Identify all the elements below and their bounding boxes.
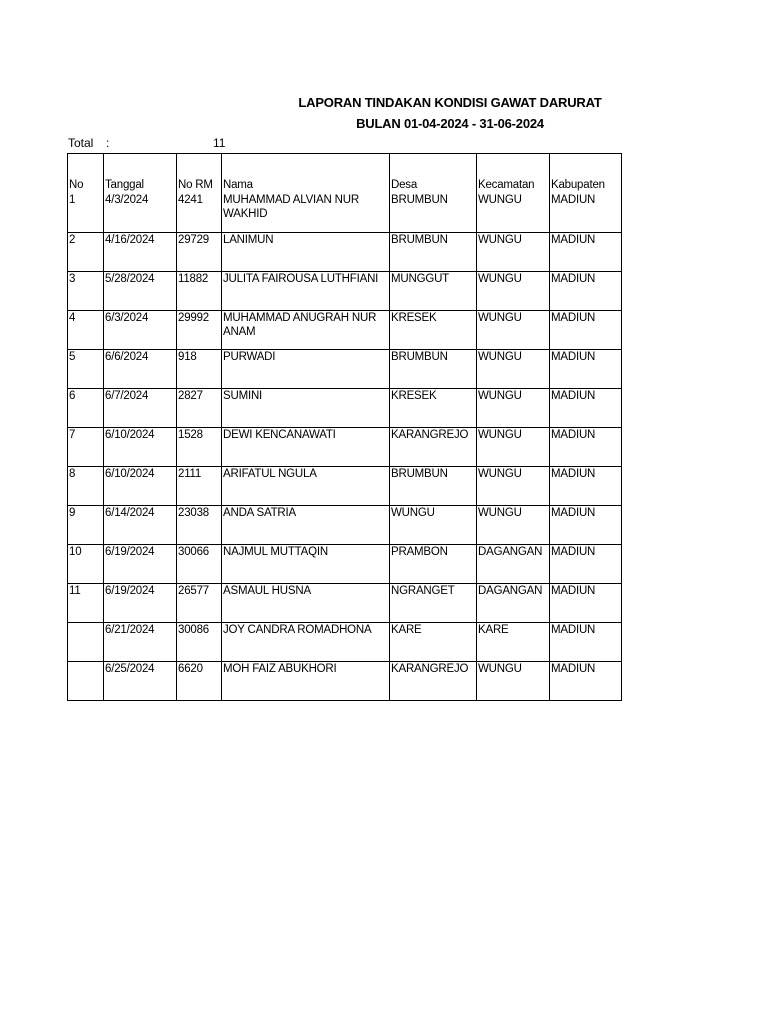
cell-kecamatan: KARE	[477, 622, 550, 661]
table-body	[68, 193, 622, 700]
cell-no-rm: 26577	[177, 583, 222, 622]
cell-no-rm: 30066	[177, 544, 222, 583]
cell-kabupaten: MADIUN	[550, 427, 622, 466]
cell-kecamatan: WUNGU	[477, 349, 550, 388]
total-label: Total	[68, 136, 94, 150]
table-row	[68, 622, 622, 661]
cell-tanggal: 4/3/2024	[104, 193, 177, 232]
cell-kecamatan: WUNGU	[477, 427, 550, 466]
cell-tanggal: 6/19/2024	[104, 583, 177, 622]
total-colon: :	[106, 136, 110, 150]
cell-tanggal: 5/28/2024	[104, 271, 177, 310]
table-row	[68, 271, 622, 310]
cell-nama: DEWI KENCANAWATI	[222, 427, 390, 466]
cell-desa: PRAMBON	[390, 544, 477, 583]
cell-kecamatan: WUNGU	[477, 505, 550, 544]
cell-kabupaten: MADIUN	[550, 622, 622, 661]
cell-tanggal: 6/25/2024	[104, 661, 177, 700]
cell-no: 9	[68, 505, 104, 544]
report-title: LAPORAN TINDAKAN KONDISI GAWAT DARURAT	[298, 95, 602, 110]
cell-no	[68, 661, 104, 700]
total-value: 11	[213, 136, 226, 150]
cell-no: 1	[68, 193, 104, 232]
cell-nama: LANIMUN	[222, 232, 390, 271]
table-row	[68, 466, 622, 505]
cell-no-rm: 918	[177, 349, 222, 388]
report-period: BULAN 01-04-2024 - 31-06-2024	[356, 116, 544, 131]
cell-no-rm: 2111	[177, 466, 222, 505]
cell-tanggal: 6/7/2024	[104, 388, 177, 427]
cell-nama: ASMAUL HUSNA	[222, 583, 390, 622]
table-row	[68, 583, 622, 622]
cell-kabupaten: MADIUN	[550, 505, 622, 544]
table-header-row	[68, 154, 622, 194]
table-row	[68, 349, 622, 388]
header-nama: Nama	[222, 154, 390, 194]
cell-no-rm: 23038	[177, 505, 222, 544]
cell-no: 4	[68, 310, 104, 349]
cell-kabupaten: MADIUN	[550, 310, 622, 349]
cell-desa: KRESEK	[390, 310, 477, 349]
cell-desa: KARE	[390, 622, 477, 661]
cell-tanggal: 6/10/2024	[104, 427, 177, 466]
cell-nama: JOY CANDRA ROMADHONA	[222, 622, 390, 661]
cell-kecamatan: WUNGU	[477, 310, 550, 349]
cell-no-rm: 2827	[177, 388, 222, 427]
cell-kabupaten: MADIUN	[550, 193, 622, 232]
cell-no: 6	[68, 388, 104, 427]
cell-nama: ANDA SATRIA	[222, 505, 390, 544]
cell-kabupaten: MADIUN	[550, 232, 622, 271]
cell-nama: MUHAMMAD ANUGRAH NUR ANAM	[222, 310, 390, 349]
cell-desa: BRUMBUN	[390, 466, 477, 505]
table-row	[68, 193, 622, 232]
cell-nama: MUHAMMAD ALVIAN NUR WAKHID	[222, 193, 390, 232]
cell-desa: MUNGGUT	[390, 271, 477, 310]
cell-desa: WUNGU	[390, 505, 477, 544]
cell-no: 10	[68, 544, 104, 583]
header-no: No	[68, 154, 104, 194]
cell-nama: NAJMUL MUTTAQIN	[222, 544, 390, 583]
cell-no: 2	[68, 232, 104, 271]
cell-tanggal: 6/14/2024	[104, 505, 177, 544]
cell-tanggal: 6/10/2024	[104, 466, 177, 505]
cell-desa: BRUMBUN	[390, 232, 477, 271]
cell-no-rm: 30086	[177, 622, 222, 661]
cell-no: 7	[68, 427, 104, 466]
table-row	[68, 505, 622, 544]
cell-kecamatan: WUNGU	[477, 661, 550, 700]
header-desa: Desa	[390, 154, 477, 194]
cell-tanggal: 6/3/2024	[104, 310, 177, 349]
cell-no-rm: 11882	[177, 271, 222, 310]
cell-no-rm: 29992	[177, 310, 222, 349]
cell-nama: ARIFATUL NGULA	[222, 466, 390, 505]
cell-kecamatan: WUNGU	[477, 193, 550, 232]
cell-desa: KRESEK	[390, 388, 477, 427]
cell-no	[68, 622, 104, 661]
cell-kabupaten: MADIUN	[550, 466, 622, 505]
cell-tanggal: 6/19/2024	[104, 544, 177, 583]
cell-no-rm: 6620	[177, 661, 222, 700]
cell-no-rm: 1528	[177, 427, 222, 466]
cell-kabupaten: MADIUN	[550, 271, 622, 310]
cell-no: 3	[68, 271, 104, 310]
cell-kecamatan: WUNGU	[477, 232, 550, 271]
cell-nama: SUMINI	[222, 388, 390, 427]
cell-desa: NGRANGET	[390, 583, 477, 622]
cell-tanggal: 4/16/2024	[104, 232, 177, 271]
table-row	[68, 544, 622, 583]
table-row	[68, 661, 622, 700]
header-tanggal: Tanggal	[104, 154, 177, 194]
table-row	[68, 232, 622, 271]
header-kecamatan: Kecamatan	[477, 154, 550, 194]
cell-tanggal: 6/6/2024	[104, 349, 177, 388]
report-table	[67, 153, 622, 701]
table-row	[68, 427, 622, 466]
cell-desa: BRUMBUN	[390, 349, 477, 388]
cell-kecamatan: WUNGU	[477, 466, 550, 505]
table-row	[68, 310, 622, 349]
cell-desa: KARANGREJO	[390, 427, 477, 466]
header-no-rm: No RM	[177, 154, 222, 194]
cell-no-rm: 29729	[177, 232, 222, 271]
cell-kabupaten: MADIUN	[550, 661, 622, 700]
table-row	[68, 388, 622, 427]
header-kabupaten: Kabupaten	[550, 154, 622, 194]
cell-desa: BRUMBUN	[390, 193, 477, 232]
cell-kecamatan: DAGANGAN	[477, 544, 550, 583]
cell-kabupaten: MADIUN	[550, 349, 622, 388]
cell-nama: JULITA FAIROUSA LUTHFIANI	[222, 271, 390, 310]
cell-desa: KARANGREJO	[390, 661, 477, 700]
cell-no: 5	[68, 349, 104, 388]
cell-no: 11	[68, 583, 104, 622]
cell-tanggal: 6/21/2024	[104, 622, 177, 661]
cell-no: 8	[68, 466, 104, 505]
cell-kabupaten: MADIUN	[550, 583, 622, 622]
cell-nama: MOH FAIZ ABUKHORI	[222, 661, 390, 700]
cell-nama: PURWADI	[222, 349, 390, 388]
cell-kabupaten: MADIUN	[550, 544, 622, 583]
cell-no-rm: 4241	[177, 193, 222, 232]
cell-kecamatan: WUNGU	[477, 388, 550, 427]
cell-kecamatan: WUNGU	[477, 271, 550, 310]
cell-kecamatan: DAGANGAN	[477, 583, 550, 622]
cell-kabupaten: MADIUN	[550, 388, 622, 427]
